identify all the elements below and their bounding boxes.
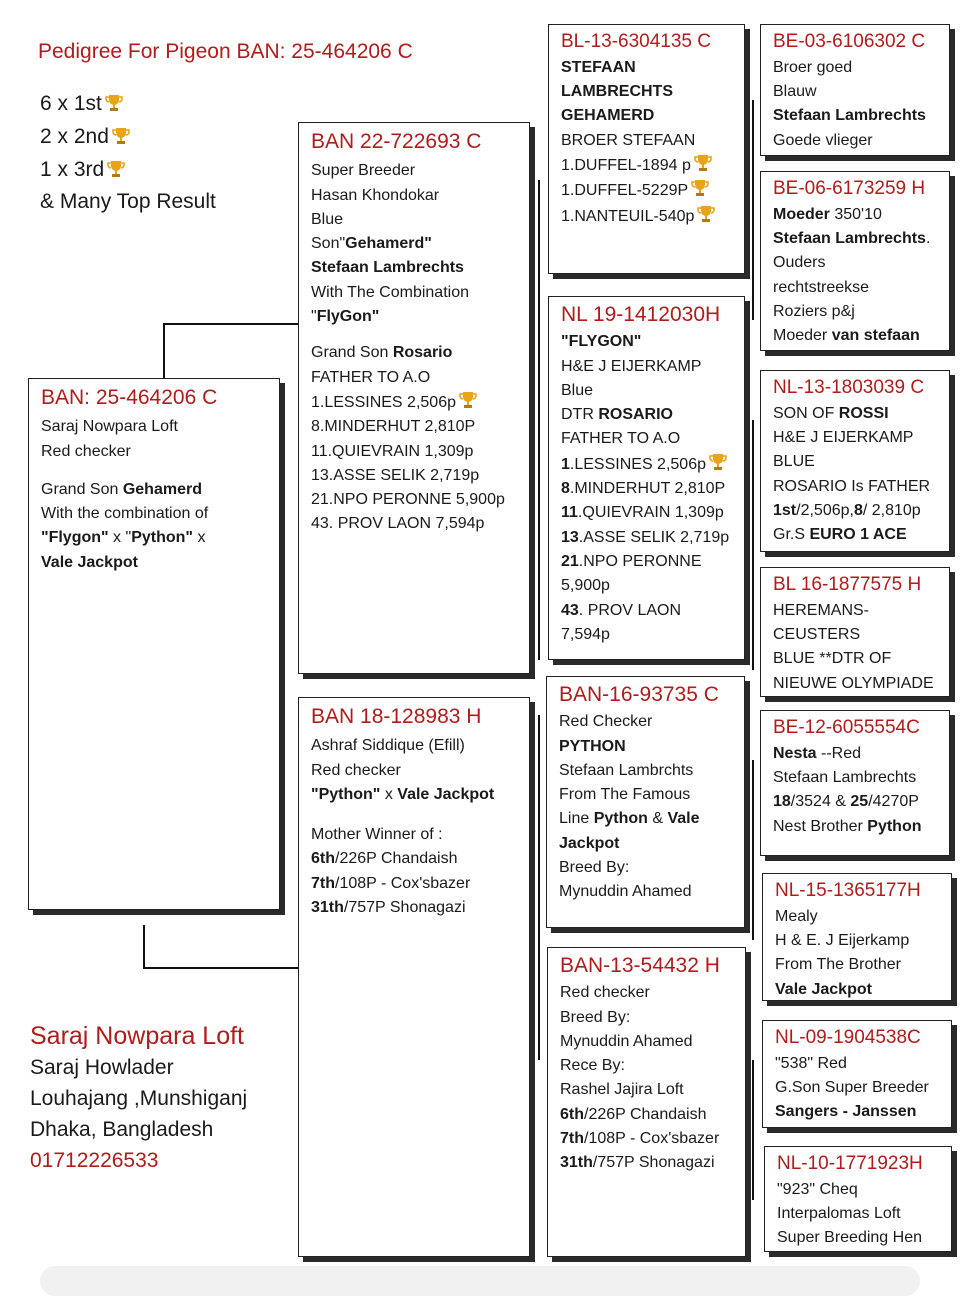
dam-sire-line: PYTHON xyxy=(559,737,626,755)
sire-sire-line: GEHAMERD xyxy=(561,107,655,125)
sire-dam-line: FATHER TO A.O xyxy=(561,430,681,448)
dss-line: Stefaan Lambrechts xyxy=(773,769,917,787)
dss-ring: BE-12-6055554C xyxy=(773,717,920,738)
dam-line: "Python" x Vale Jackpot xyxy=(311,785,495,803)
dam-sire-line: From The Famous xyxy=(559,786,691,804)
dam-line: 7th/108P - Cox'sbazer xyxy=(311,874,471,892)
sds-ring: NL-13-1803039 C xyxy=(773,377,925,398)
sire-dam-line: 21.NPO PERONNE xyxy=(561,552,702,570)
dam-ring: BAN 18-128983 H xyxy=(311,705,482,728)
connector-line xyxy=(143,967,300,969)
sds-card xyxy=(760,370,950,552)
trophy-icon xyxy=(696,204,716,224)
ssd-card xyxy=(760,171,950,351)
dsd-line: Vale Jackpot xyxy=(775,980,872,998)
sire-line: 43. PROV LAON 7,594p xyxy=(311,515,485,533)
subject-line: Vale Jackpot xyxy=(41,553,138,571)
loft-owner: Saraj Howlader xyxy=(30,1056,174,1079)
sds-line: ROSARIO Is FATHER xyxy=(773,477,931,495)
dam-dam-line: Rashel Jajira Loft xyxy=(560,1081,684,1099)
achievement-first: 6 x 1st xyxy=(40,92,124,116)
achievement-many: & Many Top Result xyxy=(40,190,216,213)
loft-contact xyxy=(30,1020,247,1176)
dam-line: Red checker xyxy=(311,761,401,779)
sdd-line: BLUE **DTR OF xyxy=(773,650,892,668)
sss-line: Stefaan Lambrechts xyxy=(773,107,926,125)
dam-dam-line: 7th/108P - Cox'sbazer xyxy=(560,1130,720,1148)
loft-address-2: Dhaka, Bangladesh xyxy=(30,1118,214,1141)
sire-line: 13.ASSE SELIK 2,719p xyxy=(311,466,480,484)
sire-dam-line: Blue xyxy=(561,381,594,399)
ssd-line: Moeder 350'10 xyxy=(773,205,882,223)
sire-dam-line: 43. PROV LAON xyxy=(561,601,682,619)
sire-line: FATHER TO A.O xyxy=(311,368,431,386)
dds-line: "538" Red xyxy=(775,1054,847,1072)
subject-loft: Saraj Nowpara Loft xyxy=(41,418,178,436)
sds-line: H&E J EIJERKAMP xyxy=(773,429,914,447)
sire-dam-line: "FLYGON" xyxy=(561,333,642,351)
dam-dam-card xyxy=(547,947,746,1257)
sire-dam-line: 1.LESSINES 2,506p xyxy=(561,452,732,477)
ssd-line: Ouders xyxy=(773,254,826,272)
sire-card xyxy=(298,122,530,674)
sire-sire-line: 1.DUFFEL-1894 p xyxy=(561,153,732,178)
sire-line: "FlyGon" xyxy=(311,308,380,326)
trophy-icon xyxy=(106,159,126,179)
sire-line: Blue xyxy=(311,210,344,228)
subject-color: Red checker xyxy=(41,442,131,460)
dam-sire-line: Line Python & Vale xyxy=(559,810,700,828)
dam-sire-line: Breed By: xyxy=(559,859,630,877)
dam-sire-line: Mynuddin Ahamed xyxy=(559,883,692,901)
sire-dam-ring: NL 19-1412030H xyxy=(561,303,721,326)
dam-card xyxy=(298,697,530,1257)
dss-line: Nesta --Red xyxy=(773,744,862,762)
sire-sire-line: 1.NANTEUIL-540p xyxy=(561,204,732,229)
subject-card xyxy=(28,378,280,910)
ssd-line: rechtstreekse xyxy=(773,278,870,296)
sds-line: 1st/2,506p,8/ 2,810p xyxy=(773,501,921,519)
dam-sire-card xyxy=(546,676,745,928)
dam-dam-line: 6th/226P Chandaish xyxy=(560,1105,707,1123)
subject-ring: BAN: 25-464206 C xyxy=(41,386,218,409)
dss-line: Nest Brother Python xyxy=(773,817,922,835)
ddd-card xyxy=(764,1146,952,1252)
sdd-line: NIEUWE OLYMPIADE xyxy=(773,674,934,692)
dds-ring: NL-09-1904538C xyxy=(775,1027,921,1048)
ddd-line: Interpalomas Loft xyxy=(777,1205,901,1223)
dam-dam-line: Red checker xyxy=(560,984,650,1002)
sdd-line: HEREMANS- xyxy=(773,601,870,619)
sire-line: Super Breeder xyxy=(311,162,416,180)
sire-dam-line: H&E J EIJERKAMP xyxy=(561,357,702,375)
sire-dam-line: DTR ROSARIO xyxy=(561,406,673,424)
sire-line: 8.MINDERHUT 2,810P xyxy=(311,418,476,436)
dsd-ring: NL-15-1365177H xyxy=(775,880,921,901)
dam-line: 6th/226P Chandaish xyxy=(311,850,458,868)
dam-line: Mother Winner of : xyxy=(311,826,443,844)
sss-line: Goede vlieger xyxy=(773,131,873,149)
sire-dam-line: 11.QUIEVRAIN 1,309p xyxy=(561,504,724,522)
ddd-line: Super Breeding Hen xyxy=(777,1229,922,1247)
sss-ring: BE-03-6106302 C xyxy=(773,31,926,52)
sire-line: Stefaan Lambrechts xyxy=(311,259,464,277)
sss-card xyxy=(760,24,950,156)
sire-sire-line: BROER STEFAAN xyxy=(561,131,696,149)
ddd-ring: NL-10-1771923H xyxy=(777,1153,923,1174)
dds-card xyxy=(762,1020,952,1128)
ssd-line: Roziers p&j xyxy=(773,302,855,320)
ddd-line: "923" Cheq xyxy=(777,1180,858,1198)
dam-dam-line: 31th/757P Shonagazi xyxy=(560,1154,715,1172)
dam-line: Ashraf Siddique (Efill) xyxy=(311,737,465,755)
dam-dam-ring: BAN-13-54432 H xyxy=(560,954,720,977)
sds-line: SON OF ROSSI xyxy=(773,404,889,422)
achievement-second: 2 x 2nd xyxy=(40,125,131,149)
connector-line xyxy=(752,760,754,940)
sire-line: With The Combination xyxy=(311,283,469,301)
subject-line: With the combination of xyxy=(41,505,209,523)
dsd-card xyxy=(762,873,952,1001)
sdd-line: CEUSTERS xyxy=(773,626,861,644)
sire-sire-line: STEFAAN xyxy=(561,58,636,76)
connector-line xyxy=(752,420,754,670)
dam-sire-line: Stefaan Lambrchts xyxy=(559,761,694,779)
bottom-sheet-edge xyxy=(40,1266,920,1296)
loft-name: Saraj Nowpara Loft xyxy=(30,1022,245,1050)
dsd-line: Mealy xyxy=(775,907,818,925)
trophy-icon xyxy=(458,390,478,410)
dam-dam-line: Breed By: xyxy=(560,1008,631,1026)
dss-card xyxy=(760,710,950,856)
trophy-icon xyxy=(708,452,728,472)
sire-dam-line: 8.MINDERHUT 2,810P xyxy=(561,480,726,498)
sire-line: Grand Son Rosario xyxy=(311,344,453,362)
sss-line: Broer goed xyxy=(773,58,853,76)
sire-line: Hasan Khondokar xyxy=(311,186,440,204)
sire-dam-card xyxy=(548,296,745,660)
trophy-icon xyxy=(690,178,710,198)
sds-line: Gr.S EURO 1 ACE xyxy=(773,526,907,544)
sire-dam-line: 5,900p xyxy=(561,577,610,595)
sire-line: 21.NPO PERONNE 5,900p xyxy=(311,491,505,509)
sdd-card xyxy=(760,567,950,697)
dam-sire-line: Jackpot xyxy=(559,834,620,852)
ssd-ring: BE-06-6173259 H xyxy=(773,178,926,199)
sire-dam-line: 7,594p xyxy=(561,625,610,643)
dss-line: 18/3524 & 25/4270P xyxy=(773,793,919,811)
connector-line xyxy=(752,1060,754,1200)
dam-sire-ring: BAN-16-93735 C xyxy=(559,683,719,706)
dds-line: Sangers - Janssen xyxy=(775,1103,917,1121)
trophy-icon xyxy=(104,93,124,113)
subject-line: "Flygon" x "Python" x xyxy=(41,529,206,547)
trophy-icon xyxy=(111,126,131,146)
subject-line: Grand Son Gehamerd xyxy=(41,480,202,498)
achievement-third: 1 x 3rd xyxy=(40,158,126,182)
dsd-line: H & E. J Eijerkamp xyxy=(775,932,910,950)
sire-line: 11.QUIEVRAIN 1,309p xyxy=(311,442,474,460)
dam-sire-line: Red Checker xyxy=(559,713,653,731)
pedigree-title: Pedigree For Pigeon BAN: 25-464206 C xyxy=(38,40,413,63)
sire-ring: BAN 22-722693 C xyxy=(311,130,482,153)
sire-line: Son"Gehamerd" xyxy=(311,235,432,253)
connector-line xyxy=(538,180,540,660)
sss-line: Blauw xyxy=(773,83,817,101)
connector-line xyxy=(163,323,300,325)
sire-line: 1.LESSINES 2,506p xyxy=(311,390,517,415)
ssd-line: Stefaan Lambrechts. xyxy=(773,230,931,248)
sdd-ring: BL 16-1877575 H xyxy=(773,574,922,595)
connector-line xyxy=(538,715,540,1060)
sire-sire-card xyxy=(548,24,745,274)
loft-phone[interactable]: 01712226533 xyxy=(30,1149,159,1172)
connector-line xyxy=(143,925,145,969)
loft-address-1: Louhajang ,Munshiganj xyxy=(30,1087,248,1110)
dam-dam-line: Mynuddin Ahamed xyxy=(560,1032,693,1050)
connector-line xyxy=(752,100,754,320)
sire-dam-line: 13.ASSE SELIK 2,719p xyxy=(561,528,730,546)
sire-sire-line: LAMBRECHTS xyxy=(561,83,673,101)
dam-dam-line: Rece By: xyxy=(560,1057,625,1075)
sire-sire-line: 1.DUFFEL-5229P xyxy=(561,178,732,203)
dsd-line: From The Brother xyxy=(775,956,901,974)
sds-line: BLUE xyxy=(773,453,815,471)
trophy-icon xyxy=(693,153,713,173)
sire-sire-ring: BL-13-6304135 C xyxy=(561,31,711,52)
connector-line xyxy=(163,323,165,379)
dam-line: 31th/757P Shonagazi xyxy=(311,899,466,917)
ssd-line: Moeder van stefaan xyxy=(773,327,920,345)
dds-line: G.Son Super Breeder xyxy=(775,1079,929,1097)
